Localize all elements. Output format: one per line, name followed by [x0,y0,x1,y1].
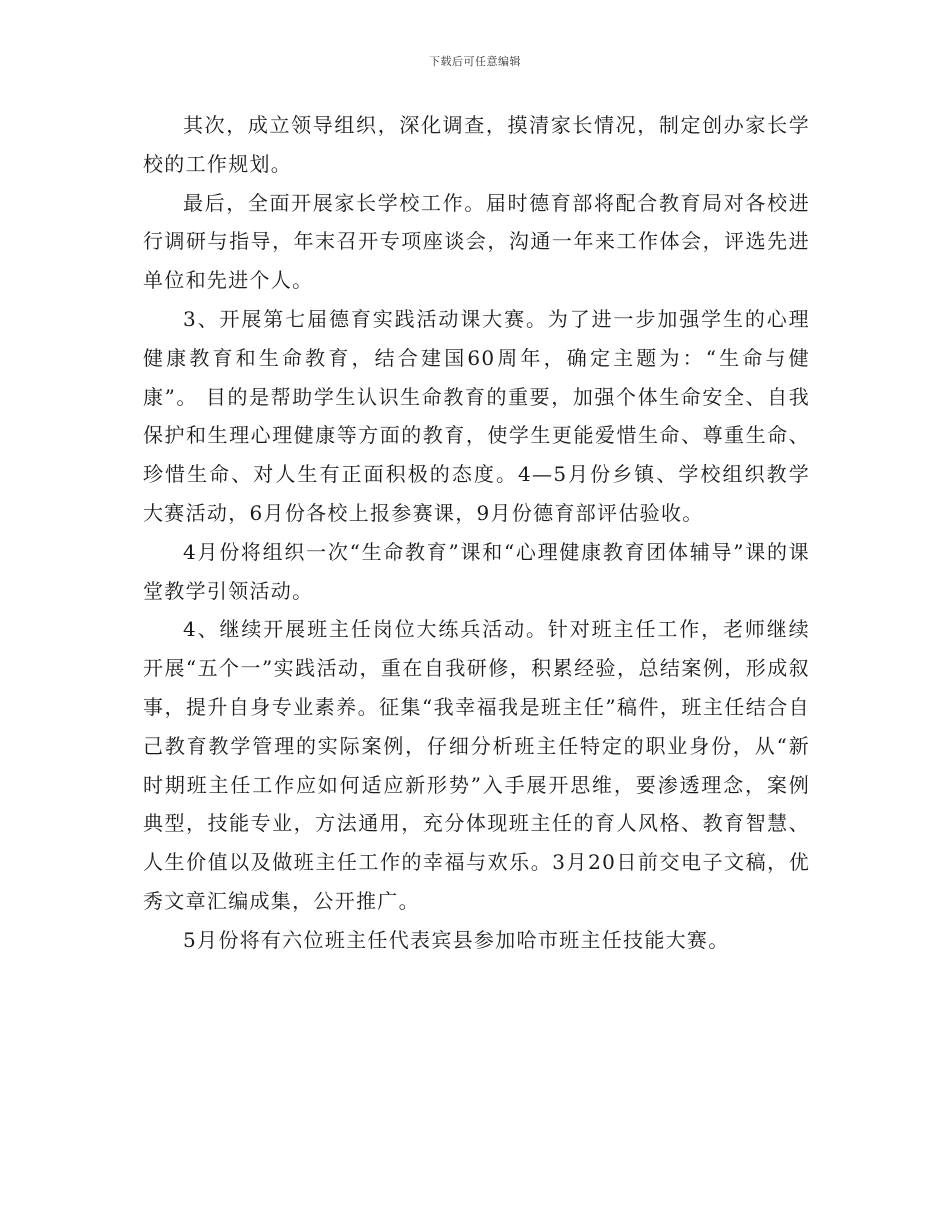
paragraph-5: 4、继续开展班主任岗位大练兵活动。针对班主任工作，老师继续开展“五个一”实践活动，重在自我研修，积累经验，总结案例，形成叙事，提升自身专业素养。征集“我幸福我是班主任”稿件，班主任结合自己教育教学管理的实际案例，仔细分析班主任特定的职业身份，从“新时期班主任工作应如何适应新形势”入手展开思维，要渗透理念，案例典型，技能专业，方法通用，充分体现班主任的育人风格、教育智慧、人生价值以及做班主任工作的幸福与欢乐。3月20日前交电子文稿，优秀文章汇编成集，公开推广。 [143,617,810,913]
paragraph-6: 5月份将有六位班主任代表宾县参加哈市班主任技能大赛。 [183,927,730,952]
page-header: 下载后可任意编辑 [429,55,521,68]
paragraph-4: 4月份将组织一次“生命教育”课和“心理健康教育团体辅导”课的课堂教学引领活动。 [143,539,810,603]
document-body [143,106,810,960]
paragraph-1: 其次，成立领导组织，深化调查，摸清家长情况，制定创办家长学校的工作规划。 [143,113,810,176]
paragraph-2: 最后，全面开展家长学校工作。届时德育部将配合教育局对各校进行调研与指导，年末召开专项座谈会，沟通一年来工作体会，评选先进单位和先进个人。 [143,190,810,293]
paragraph-3: 3、开展第七届德育实践活动课大赛。为了进一步加强学生的心理健康教育和生命教育，结合建国60周年，确定主题为：“生命与健康”。 目的是帮助学生认识生命教育的重要，加强个体生命安全、自我保护和生理心理健康等方面的教育，使学生更能爱惜生命、尊重生命、珍惜生命、对人生有正面积极的态度。4—5月份乡镇、学校组织教学大赛活动，6月份各校上报参赛课，9月份德育部评估验收。 [143,306,810,525]
